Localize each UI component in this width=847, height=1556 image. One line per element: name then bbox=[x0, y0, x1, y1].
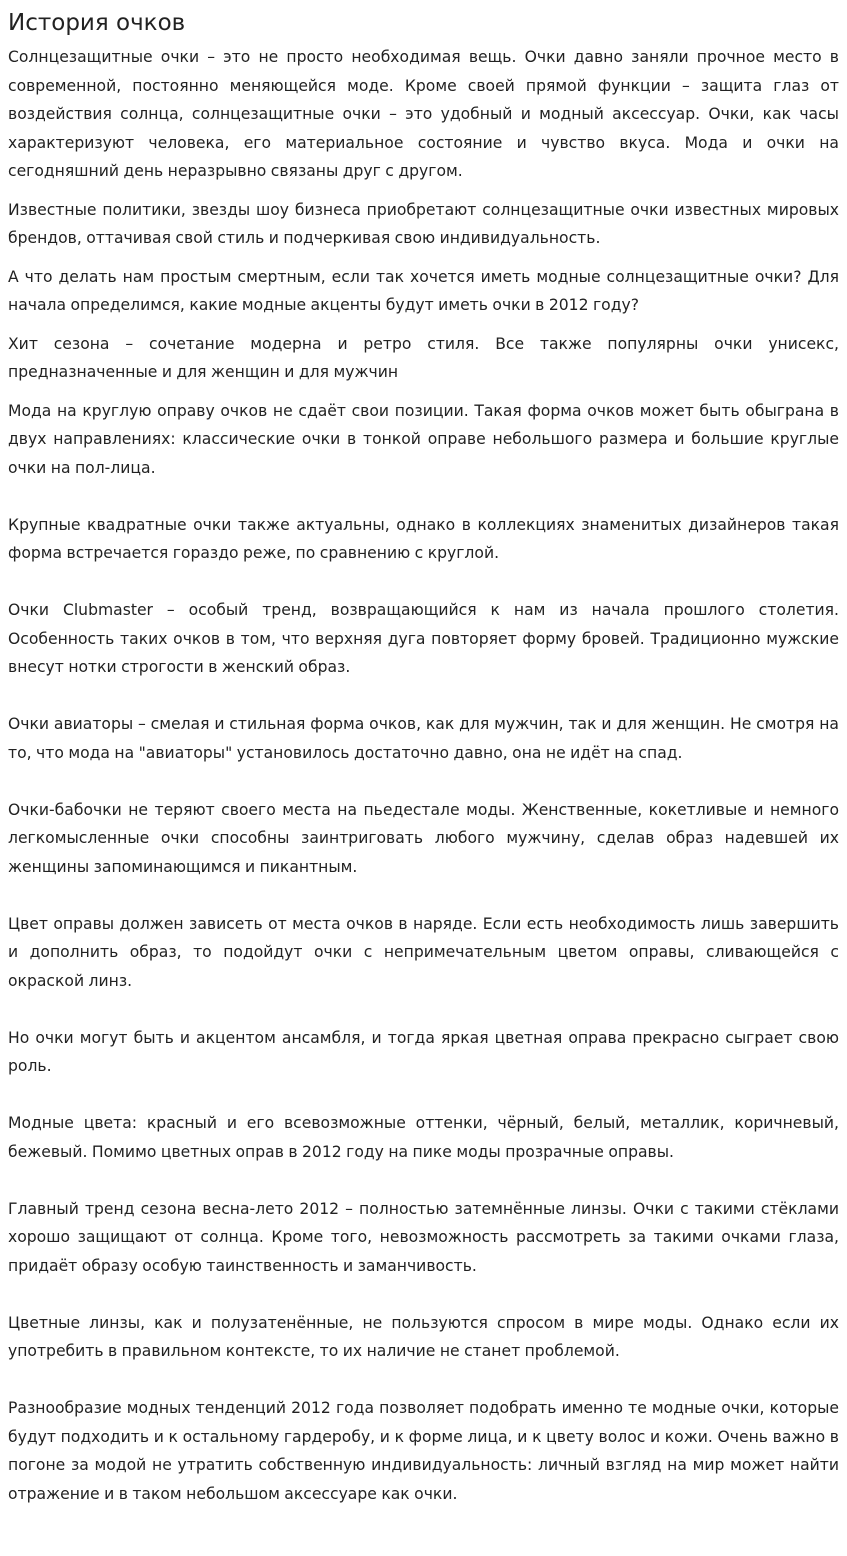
paragraph-accent: Но очки могут быть и акцентом ансамбля, и тогда яркая цветная оправа прекрасно сыграет свою роль. bbox=[8, 1028, 839, 1075]
article bbox=[8, 0, 839, 1508]
paragraph-season-hit: Хит сезона – сочетание модерна и ретро стиля. Все также популярны очки унисекс, предназначенные и для женщин и для мужчин bbox=[8, 334, 839, 381]
paragraph-round-frames: Мода на круглую оправу очков не сдаёт свои позиции. Такая форма очков может быть обыграна в двух направлениях: классические очки в тонкой оправе небольшого размера и большие круглые очки на пол-лица. bbox=[8, 401, 839, 477]
page-title: История очков bbox=[8, 10, 186, 36]
paragraph-fashion-colors: Модные цвета: красный и его всевозможные оттенки, чёрный, белый, металлик, коричневый, бежевый. Помимо цветных оправ в 2012 году на пике моды прозрачные оправы. bbox=[8, 1114, 839, 1161]
paragraph-celebrities: Известные политики, звезды шоу бизнеса приобретают солнцезащитные очки известных мировых брендов, оттачивая свой стиль и подчеркивая свою индивидуальность. bbox=[8, 200, 839, 247]
paragraph-conclusion: Разнообразие модных тенденций 2012 года позволяет подобрать именно те модные очки, которые будут подходить и к остальному гардеробу, и к форме лица, и к цвету волос и кожи. Очень важно в погоне за модой не утратить собственную индивидуальность: личный взгляд на мир может найти отражение и в таком небольшом аксессуаре как очки. bbox=[8, 1399, 839, 1503]
paragraph-square-frames: Крупные квадратные очки также актуальны, однако в коллекциях знаменитых дизайнеров такая форма встречается гораздо реже, по сравнению с круглой. bbox=[8, 515, 839, 562]
paragraph-frame-color: Цвет оправы должен зависеть от места очков в наряде. Если есть необходимость лишь завершить и дополнить образ, то подойдут очки с непримечательным цветом оправы, сливающейся с окраской линз. bbox=[8, 914, 839, 990]
paragraph-intro: Солнцезащитные очки – это не просто необходимая вещь. Очки давно заняли прочное место в современной, постоянно меняющейся моде. Кроме своей прямой функции – защита глаз от воздействия солнца, солнцезащитные очки – это удобный и модный аксессуар. Очки, как часы характеризуют человека, его материальное состояние и чувство вкуса. Мода и очки на сегодняшний день неразрывно связаны друг с другом. bbox=[8, 48, 839, 180]
paragraph-aviators: Очки авиаторы – смелая и стильная форма очков, как для мужчин, так и для женщин. Не смотря на то, что мода на "авиаторы" установилось достаточно давно, она не идёт на спад. bbox=[8, 715, 839, 762]
paragraph-clubmaster: Очки Clubmaster – особый тренд, возвращающийся к нам из начала прошлого столетия. Особенность таких очков в том, что верхняя дуга повторяет форму бровей. Традиционно мужские внесут нотки строгости в женский образ. bbox=[8, 601, 839, 676]
paragraph-butterfly: Очки-бабочки не теряют своего места на пьедестале моды. Женственные, кокетливые и немного легкомысленные очки способны заинтриговать любого мужчину, сделав образ надевшей их женщины запоминающимся и пикантным. bbox=[8, 800, 839, 876]
paragraph-dark-lenses: Главный тренд сезона весна-лето 2012 – полностью затемнённые линзы. Очки с такими стёклами хорошо защищают от солнца. Кроме того, невозможность рассмотреть за такими очками глаза, придаёт образу особую таинственность и заманчивость. bbox=[8, 1199, 839, 1275]
paragraph-question: А что делать нам простым смертным, если так хочется иметь модные солнцезащитные очки? Для начала определимся, какие модные акценты будут иметь очки в 2012 году? bbox=[8, 267, 839, 314]
paragraph-colored-lenses: Цветные линзы, как и полузатенённые, не пользуются спросом в мире моды. Однако если их употребить в правильном контексте, то их наличие не станет проблемой. bbox=[8, 1313, 839, 1360]
